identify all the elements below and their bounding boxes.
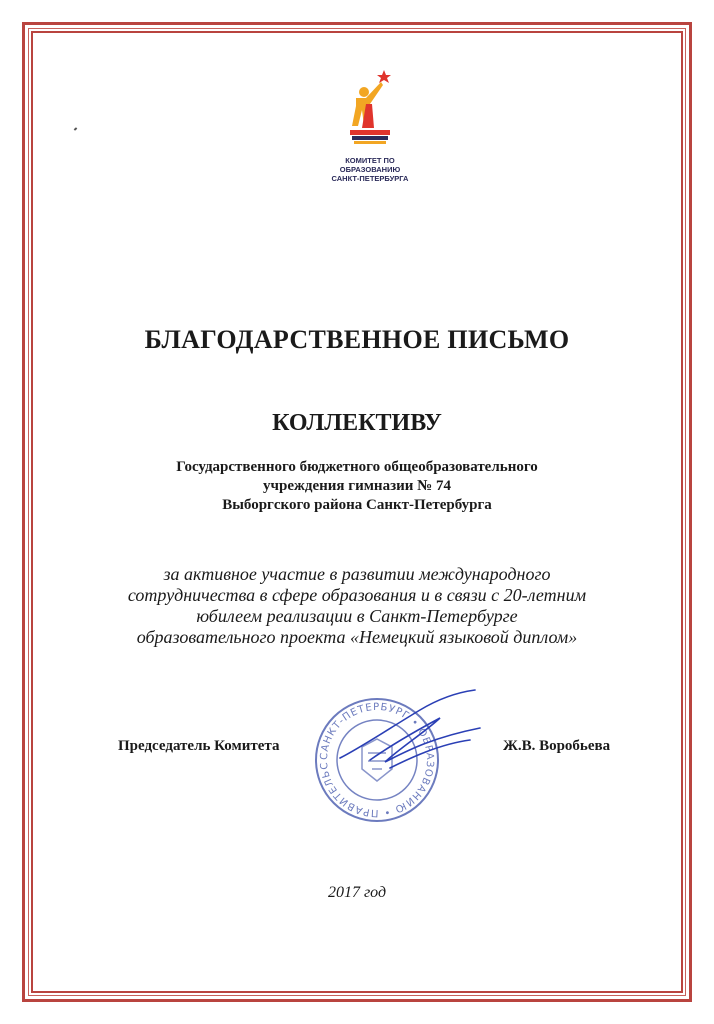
organization-line: Выборгского района Санкт-Петербурга [222,497,492,513]
logo-caption [320,156,420,183]
signatory-name: Ж.В. Воробьева [503,738,611,754]
signatory-role: Председатель Комитета [118,738,280,754]
reason-line: сотрудничества в сфере образования и в связи с 20-летним [127,585,587,605]
organization-line: Государственного бюджетного общеобразовательного [176,459,538,475]
document-year: 2017 год [327,884,387,901]
reason-line: образовательного проекта «Немецкий языковой диплом» [136,627,578,647]
recipient-heading: КОЛЛЕКТИВУ [272,410,442,436]
logo-caption-line1: КОМИТЕТ ПО ОБРАЗОВАНИЮ [339,156,401,174]
committee-logo [320,68,420,186]
signature-scribble-icon [330,688,490,778]
stamp-ring-text: САНКТ-ПЕТЕРБУРГ • ОБРАЗОВАНИЮ • ПРАВИТЕЛЬС [318,701,436,819]
reason-line: за активное участие в развитии международного [163,564,551,584]
reason-line: юбилеем реализации в Санкт-Петербурге [196,606,518,626]
organization-name [0,458,714,515]
logo-caption-line2: САНКТ-ПЕТЕРБУРГА [331,174,409,183]
gratitude-reason [0,564,714,648]
document-title: БЛАГОДАРСТВЕННОЕ ПИСЬМО [144,325,570,354]
handwritten-signature [330,688,490,778]
organization-line: учреждения гимназии № 74 [263,478,451,494]
logo-figure-icon [348,68,394,154]
